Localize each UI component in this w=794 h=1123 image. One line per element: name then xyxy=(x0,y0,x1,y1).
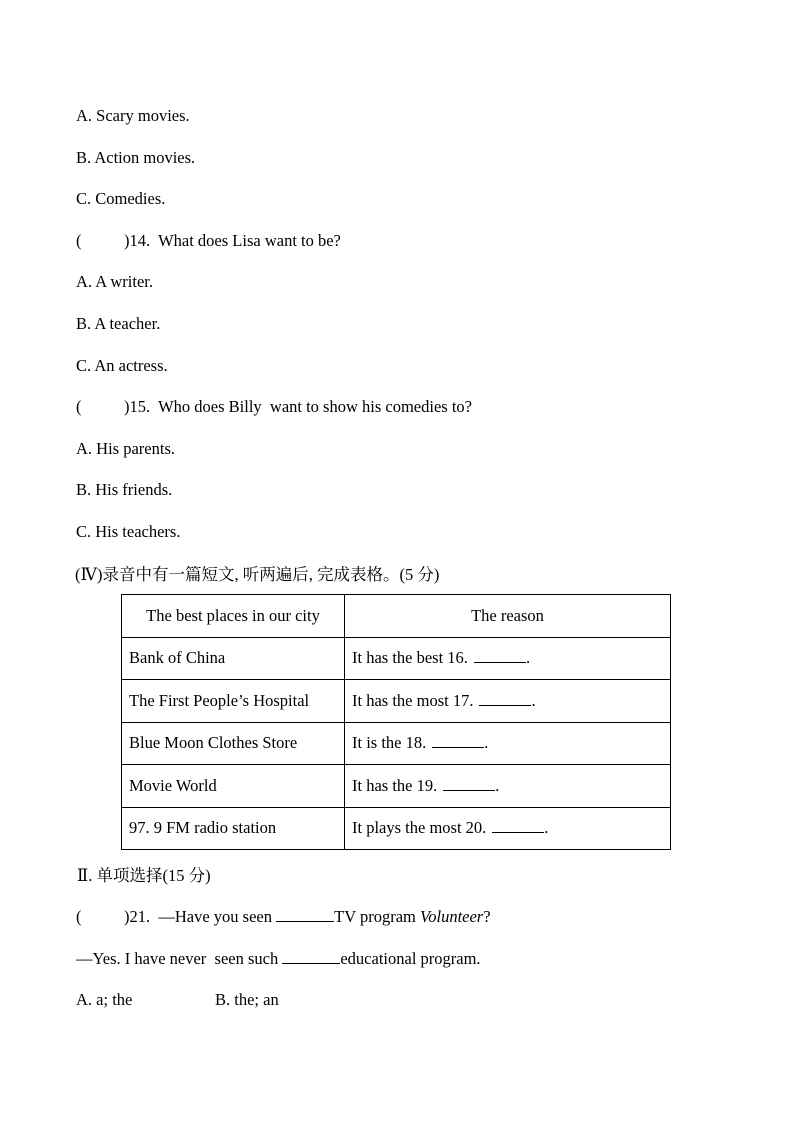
table-row xyxy=(122,680,671,723)
place-cell: Movie World xyxy=(122,765,345,808)
table-row xyxy=(122,807,671,850)
q13-option-a: A. Scary movies. xyxy=(76,106,190,125)
table-row xyxy=(122,722,671,765)
answer-blank[interactable] xyxy=(443,776,495,791)
q15-option-c: C. His teachers. xyxy=(76,522,181,541)
q21-reply xyxy=(76,949,481,969)
q15-option-a: A. His parents. xyxy=(76,439,175,458)
answer-paren: ( xyxy=(76,231,82,250)
reason-cell xyxy=(345,637,671,680)
answer-blank[interactable] xyxy=(432,733,484,748)
section-4-heading: (Ⅳ)录音中有一篇短文, 听两遍后, 完成表格。(5 分) xyxy=(75,565,440,584)
q15-stem-text: )15. Who does Billy want to show his comedies to? xyxy=(124,397,472,416)
reason-text: It has the best 16. xyxy=(352,648,468,668)
q21-options xyxy=(76,990,279,1010)
table-header-row xyxy=(122,595,671,638)
q15-stem xyxy=(76,397,472,417)
place-cell: The First People’s Hospital xyxy=(122,680,345,723)
period: . xyxy=(544,818,549,838)
table-header-reason: The reason xyxy=(345,595,671,638)
section-2-heading: Ⅱ. 单项选择(15 分) xyxy=(77,866,211,885)
q14-option-b: B. A teacher. xyxy=(76,314,161,333)
period: . xyxy=(484,733,489,753)
place-cell: 97. 9 FM radio station xyxy=(122,807,345,850)
q14-option-a: A. A writer. xyxy=(76,272,153,291)
q21-option-b: B. the; an xyxy=(215,990,279,1009)
answer-blank[interactable] xyxy=(282,949,340,964)
answer-paren: ( xyxy=(76,397,82,416)
place-cell: Bank of China xyxy=(122,637,345,680)
period: . xyxy=(531,690,536,710)
table-row xyxy=(122,637,671,680)
reason-text: It has the most 17. xyxy=(352,690,474,710)
reason-text: It has the 19. xyxy=(352,775,438,795)
q13-option-b: B. Action movies. xyxy=(76,148,196,167)
q14-option-c: C. An actress. xyxy=(76,356,168,375)
reason-cell xyxy=(345,807,671,850)
answer-blank[interactable] xyxy=(276,907,334,922)
reason-text: It plays the most 20. xyxy=(352,818,487,838)
q21-option-a: A. a; the xyxy=(76,990,133,1009)
answer-blank[interactable] xyxy=(479,691,531,706)
q21-stem-prefix: )21. —Have you seen xyxy=(124,907,277,926)
q15-option-b: B. His friends. xyxy=(76,480,173,499)
answer-paren: ( xyxy=(76,907,82,926)
answer-blank[interactable] xyxy=(474,648,526,663)
period: . xyxy=(495,775,500,795)
q21-stem-middle: TV program xyxy=(334,907,420,926)
reason-cell xyxy=(345,680,671,723)
q14-stem-text: )14. What does Lisa want to be? xyxy=(124,231,341,250)
q21-reply-prefix: —Yes. I have never seen such xyxy=(76,949,283,968)
fill-in-table xyxy=(121,594,671,850)
answer-blank[interactable] xyxy=(492,818,544,833)
q21-stem xyxy=(76,907,491,927)
q21-stem-end: ? xyxy=(483,907,491,926)
reason-cell xyxy=(345,722,671,765)
reason-text: It is the 18. xyxy=(352,733,427,753)
q21-program-title: Volunteer xyxy=(419,907,484,926)
reason-cell xyxy=(345,765,671,808)
q13-option-c: C. Comedies. xyxy=(76,189,166,208)
q21-reply-end: educational program. xyxy=(340,949,481,968)
table-row xyxy=(122,765,671,808)
place-cell: Blue Moon Clothes Store xyxy=(122,722,345,765)
q14-stem xyxy=(76,231,341,251)
table-header-places: The best places in our city xyxy=(122,595,345,638)
period: . xyxy=(525,648,531,668)
